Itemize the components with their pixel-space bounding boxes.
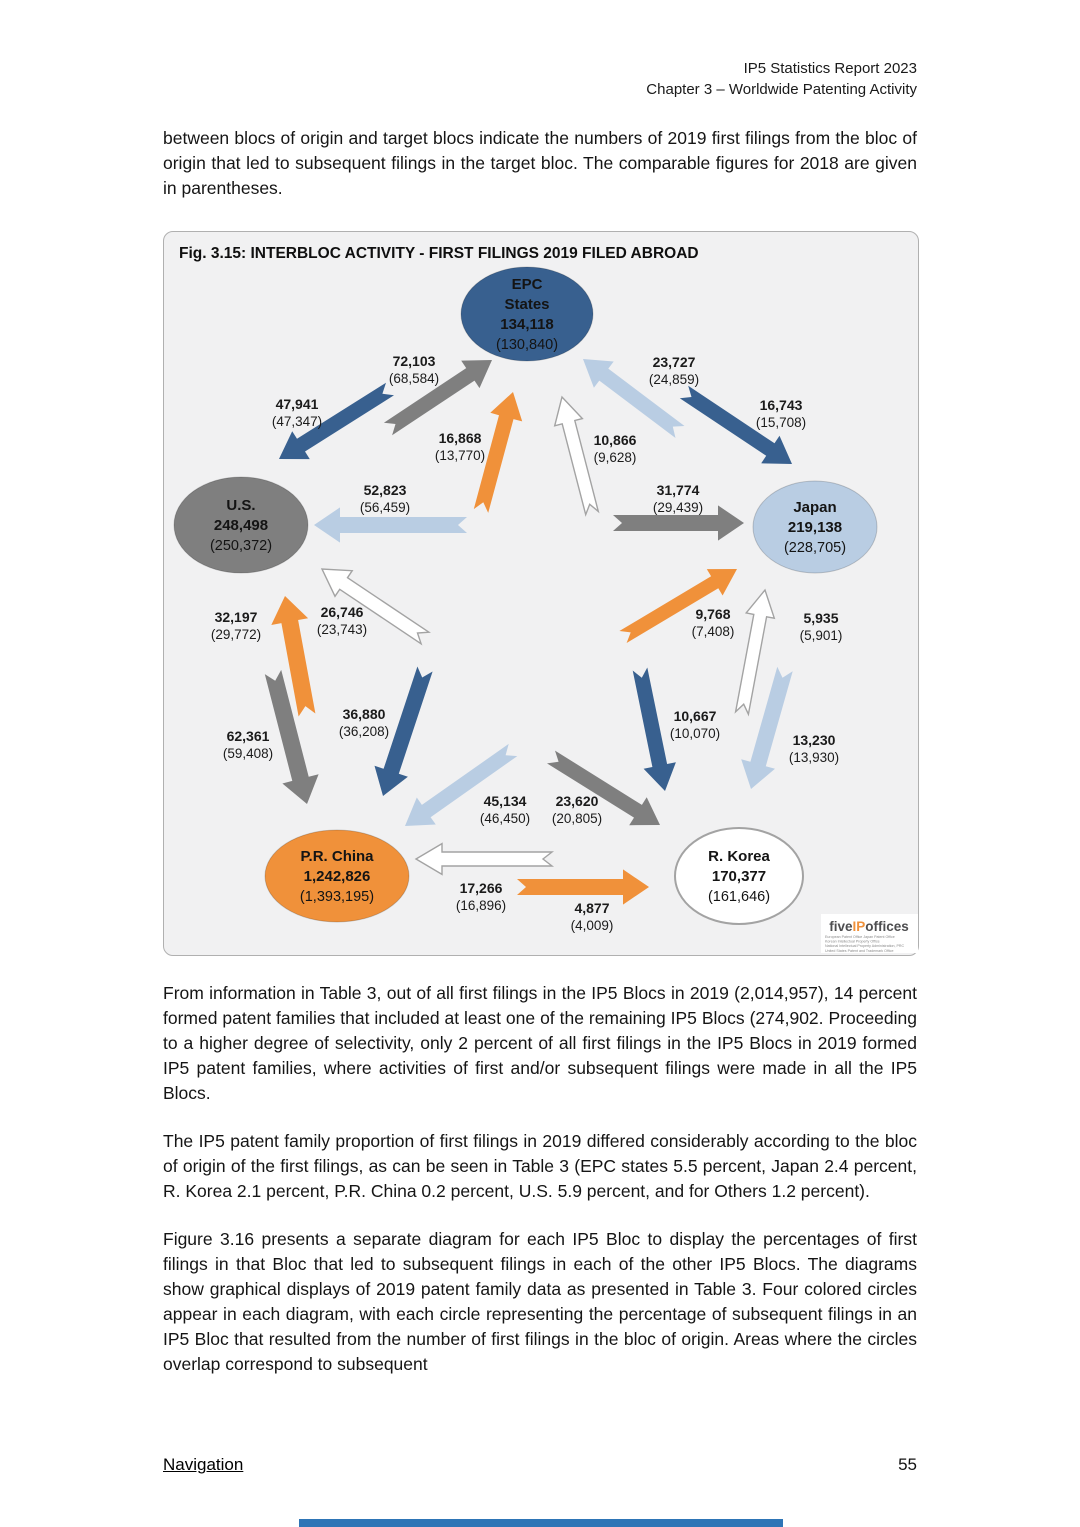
figure-title: Fig. 3.15: INTERBLOC ACTIVITY - FIRST FILINGS 2019 FILED ABROAD (179, 245, 699, 262)
svg-text:(29,439): (29,439) (652, 500, 704, 515)
page-number: 55 (898, 1455, 917, 1474)
flow-label-us-to-korea (552, 793, 602, 826)
flow-label-japan-to-epc (649, 354, 699, 387)
svg-text:52,823: 52,823 (363, 482, 407, 498)
svg-text:9,768: 9,768 (695, 606, 731, 622)
svg-text:(68,584): (68,584) (388, 371, 440, 386)
bloc-node-us (174, 477, 308, 573)
header-report-title: IP5 Statistics Report 2023 (743, 60, 917, 77)
svg-text:47,941: 47,941 (275, 396, 319, 412)
arrow-korea-to-china (416, 844, 552, 875)
flow-label-korea-to-china (456, 880, 506, 913)
bloc-node-epc (461, 267, 593, 361)
svg-text:(56,459): (56,459) (359, 500, 411, 515)
flow-label-us-to-japan (653, 482, 703, 515)
svg-text:(29,772): (29,772) (210, 627, 262, 642)
node-text: 248,498 (213, 517, 269, 534)
svg-text:(13,930): (13,930) (788, 750, 840, 765)
node-text: U.S. (226, 497, 256, 514)
node-text: 1,242,826 (303, 868, 371, 885)
node-text: P.R. China (300, 848, 374, 865)
flow-label-us-to-china (223, 728, 273, 761)
flow-label-korea-to-epc (594, 432, 637, 465)
intro-paragraph: between blocs of origin and target blocs indicate the numbers of 2019 first filings from the bloc of origin that led to subsequent filings in the target bloc. The comparable figures for 2018 are given in parentheses. (163, 128, 917, 198)
arrow-korea-to-epc (555, 397, 599, 515)
svg-text:(10,070): (10,070) (669, 726, 721, 741)
flow-label-us-to-epc (389, 353, 439, 386)
flow-label-epc-to-china (339, 706, 389, 739)
flow-label-china-to-korea (571, 900, 614, 933)
svg-text:(9,628): (9,628) (593, 450, 637, 465)
header-chapter-title: Chapter 3 – Worldwide Patenting Activity (646, 81, 917, 98)
svg-text:European Patent Office Japa: European Patent Office Japan Patent Office (825, 935, 895, 939)
svg-text:23,620: 23,620 (555, 793, 599, 809)
svg-text:72,103: 72,103 (392, 353, 436, 369)
body-paragraph-1: From information in Table 3, out of all first filings in the IP5 Blocs in 2019 (2,014,957), 14 percent formed patent families that included at least one of the remaining IP5 Blocs (274,902. Proceeding to a higher degree of selectivity, only 2 percent of all first filings in the IP5 Blocs in 2019 formed IP5 patent families, where activities of first and/or subsequent filings were made in all the IP5 Blocs. (163, 983, 917, 1103)
figure-3-15 (163, 231, 919, 956)
arrow-japan-to-epc (583, 359, 685, 438)
bloc-node-korea (675, 828, 803, 924)
svg-text:5,935: 5,935 (803, 610, 839, 626)
node-text: (161,646) (707, 889, 771, 905)
flow-label-epc-to-korea (670, 708, 720, 741)
flow-label-japan-to-us (360, 482, 410, 515)
svg-text:(5,901): (5,901) (799, 628, 843, 643)
svg-text:(4,009): (4,009) (570, 918, 614, 933)
svg-text:(15,708): (15,708) (755, 415, 807, 430)
svg-text:(23,743): (23,743) (316, 622, 368, 637)
svg-text:31,774: 31,774 (656, 482, 700, 498)
flow-label-epc-to-us (272, 396, 322, 429)
svg-text:17,266: 17,266 (459, 880, 503, 896)
node-text: 134,118 (500, 316, 554, 333)
node-text: (130,840) (495, 337, 559, 353)
svg-text:United States Patent and Trade: United States Patent and Trademark Office (825, 948, 894, 953)
svg-text:45,134: 45,134 (483, 793, 527, 809)
flow-label-china-to-us (211, 609, 261, 642)
navigation-link[interactable]: Navigation (163, 1455, 244, 1474)
five-ip-offices-logo (821, 914, 918, 953)
bloc-node-japan (753, 481, 877, 573)
svg-text:10,667: 10,667 (673, 708, 717, 724)
svg-text:32,197: 32,197 (214, 609, 258, 625)
bloc-node-china (265, 830, 409, 922)
svg-text:4,877: 4,877 (574, 900, 610, 916)
flow-label-china-to-japan (692, 606, 735, 639)
svg-text:16,743: 16,743 (759, 397, 803, 413)
node-text: (1,393,195) (299, 889, 375, 905)
svg-text:(16,896): (16,896) (455, 898, 507, 913)
svg-text:(59,408): (59,408) (222, 746, 274, 761)
svg-text:10,866: 10,866 (593, 432, 637, 448)
flow-label-korea-to-japan (800, 610, 843, 643)
node-text: 219,138 (787, 519, 843, 536)
svg-text:Korean Intellectual Property O: Korean Intellectual Property Office (825, 939, 880, 944)
svg-text:13,230: 13,230 (792, 732, 836, 748)
svg-text:(24,859): (24,859) (648, 372, 700, 387)
svg-text:(13,770): (13,770) (434, 448, 486, 463)
svg-text:26,746: 26,746 (320, 604, 364, 620)
svg-text:fiveIPoffices: fiveIPoffices (829, 919, 909, 934)
page-footer (163, 1455, 917, 1475)
svg-text:(20,805): (20,805) (551, 811, 603, 826)
flow-label-china-to-epc (435, 430, 485, 463)
node-text: R. Korea (708, 848, 770, 865)
body-paragraph-2: The IP5 patent family proportion of first filings in 2019 differed considerably according to the bloc of origin of the first filings, as can be seen in Table 3 (EPC states 5.5 percent, Japan 2.4 percent, R. Korea 2.1 percent, P.R. China 0.2 percent, U.S. 5.9 percent, and for Others 1.2 percent). (163, 1131, 917, 1201)
svg-text:(46,450): (46,450) (479, 811, 531, 826)
svg-text:16,868: 16,868 (438, 430, 482, 446)
svg-text:(47,347): (47,347) (271, 414, 323, 429)
interbloc-flow-diagram (164, 263, 918, 955)
arrow-korea-to-japan (736, 590, 775, 714)
node-text: EPC (511, 276, 543, 293)
flow-label-korea-to-us (317, 604, 367, 637)
flow-label-japan-to-korea (789, 732, 839, 765)
body-paragraph-3: Figure 3.16 presents a separate diagram for each IP5 Bloc to display the percentages of first filings in that Bloc that led to subsequent filings in each of the other IP5 Blocs. The diagrams show graphical displays of 2019 patent family data as presented in Table 3. Four colored circles appear in each diagram, with each circle representing the percentage of subsequent filings in an IP5 Bloc that resulted from the number of first filings in the bloc of origin. Areas where the circles overlap correspond to subsequent (163, 1229, 917, 1374)
page-header (163, 0, 917, 100)
node-text: (250,372) (209, 538, 273, 554)
svg-text:(7,408): (7,408) (691, 624, 735, 639)
svg-text:23,727: 23,727 (652, 354, 696, 370)
node-text: States (504, 296, 550, 313)
svg-text:36,880: 36,880 (342, 706, 386, 722)
svg-text:(36,208): (36,208) (338, 724, 390, 739)
node-text: Japan (793, 499, 837, 516)
svg-text:National Intellectual Property: National Intellectual Property Administration, PRC (825, 944, 905, 949)
flow-label-japan-to-china (480, 793, 530, 826)
node-text: 170,377 (711, 868, 767, 885)
node-text: (228,705) (783, 540, 847, 556)
svg-text:62,361: 62,361 (226, 728, 270, 744)
flow-label-epc-to-japan (756, 397, 806, 430)
bottom-blue-bar (299, 1519, 783, 1527)
